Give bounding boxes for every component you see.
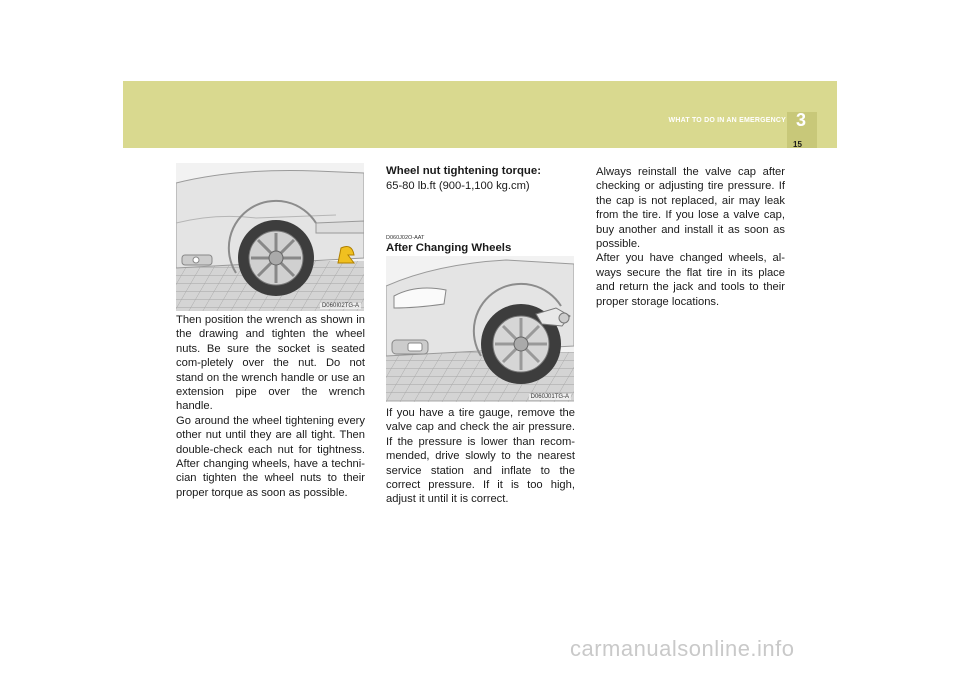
torque-heading: Wheel nut tightening torque:	[386, 165, 542, 177]
figure-code: D060J01TG-A	[530, 394, 569, 400]
body-text-col1: Then position the wrench as shown in the drawing and tighten the wheel nuts. Be sure the socket is seated com-pletely over the nut. Do not stand on the wrench handle or use an extension pipe over the wrench handle. Go around the wheel tightening every other nut until they are all tight. Then double-check each nut for tightness. After changing wheels, have a techni-cian tighten the wheel nuts to their proper torque as soon as possible.	[176, 314, 365, 499]
page-number: 15	[793, 140, 802, 149]
car-wheel-wrench-illustration-icon	[176, 163, 364, 311]
chapter-title: WHAT TO DO IN AN EMERGENCY	[668, 117, 786, 124]
figure-valve-check	[386, 256, 574, 402]
body-text-col3: Always reinstall the valve cap after checking or adjusting tire pressure. If the cap is not replaced, air may leak from the tire. If you lose a valve cap, buy another and install it as soon as possible. After you have changed wheels, al-ways secure the flat tire in its place and return the jack and tools to their proper storage locations.	[596, 166, 785, 308]
watermark: carmanualsonline.info	[570, 636, 795, 661]
torque-value: 65-80 lb.ft (900-1,100 kg.cm)	[386, 180, 530, 192]
header-band	[123, 81, 837, 148]
car-wheel-valve-illustration-icon	[386, 256, 574, 402]
body-text-col2: If you have a tire gauge, remove the valve cap and check the air pressure. If the pressure is lower than recom-mended, drive slowly to the nearest service station and inflate to the correct pressure. If it is too high, adjust it until it is correct.	[386, 407, 575, 506]
figure-wrench-on-wheel	[176, 163, 364, 311]
section-title: After Changing Wheels	[386, 242, 512, 254]
chapter-number: 3	[796, 110, 807, 130]
section-code: D060J02O-AAT	[386, 235, 425, 241]
figure-code: D060I02TG-A	[321, 303, 359, 309]
